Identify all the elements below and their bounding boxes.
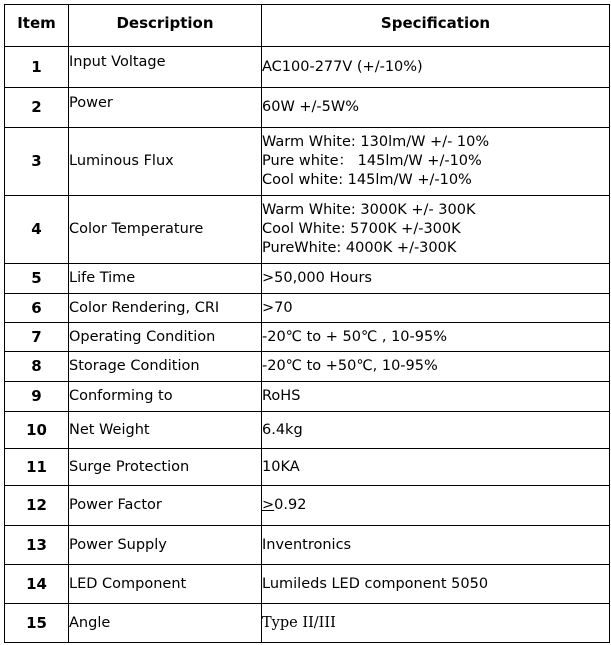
description-cell: Power (69, 88, 262, 128)
power-factor-value: 0.92 (274, 497, 307, 513)
item-number: 14 (5, 565, 69, 604)
spec-line: >70 (262, 299, 293, 316)
table-row (5, 352, 610, 382)
item-number: 11 (5, 449, 69, 486)
spec-line: 60W +/-5W% (262, 99, 360, 115)
table-row (5, 486, 610, 526)
spec-line (262, 496, 609, 515)
table-row (5, 128, 610, 196)
specification-cell (262, 526, 610, 565)
specification-cell (262, 88, 610, 128)
header-row (5, 5, 610, 47)
specification-cell (262, 294, 610, 323)
description-cell: Color Rendering, CRI (69, 294, 262, 323)
specification-cell (262, 412, 610, 449)
table-row (5, 264, 610, 294)
item-number: 3 (5, 128, 69, 196)
spec-line: -20℃ to +50℃, 10-95% (262, 358, 438, 374)
item-number: 9 (5, 382, 69, 412)
spec-line: Cool white: 145lm/W +/-10% (262, 172, 472, 188)
spec-line: RoHS (262, 388, 301, 404)
spec-line: >50,000 Hours (262, 270, 372, 286)
specification-cell (262, 352, 610, 382)
specification-cell (262, 604, 610, 643)
description-cell: Input Voltage (69, 47, 262, 88)
specification-cell (262, 323, 610, 352)
item-number: 15 (5, 604, 69, 643)
header-description: Description (69, 5, 262, 47)
table-row (5, 323, 610, 352)
item-number: 13 (5, 526, 69, 565)
table-row (5, 526, 610, 565)
specification-cell (262, 264, 610, 294)
specification-cell (262, 128, 610, 196)
description-cell: Net Weight (69, 412, 262, 449)
spec-line: Type II/III (262, 614, 336, 631)
spec-line: Warm White: 3000K +/- 300K (262, 202, 476, 218)
spec-line: Warm White: 130lm/W +/- 10% (262, 134, 490, 150)
header-specification: Specification (262, 5, 610, 47)
description-cell: Surge Protection (69, 449, 262, 486)
specification-cell (262, 382, 610, 412)
spec-line: Lumileds LED component 5050 (262, 575, 489, 592)
specification-cell (262, 196, 610, 264)
specification-cell (262, 486, 610, 526)
item-number: 7 (5, 323, 69, 352)
spec-line: 6.4kg (262, 421, 303, 438)
item-number: 1 (5, 47, 69, 88)
table-row (5, 449, 610, 486)
item-number: 10 (5, 412, 69, 449)
spec-line: -20℃ to + 50℃ , 10-95% (262, 328, 447, 345)
table-row (5, 196, 610, 264)
description-cell: Operating Condition (69, 323, 262, 352)
item-number: 2 (5, 88, 69, 128)
description-cell: Storage Condition (69, 352, 262, 382)
spec-line: Inventronics (262, 536, 352, 553)
item-number: 5 (5, 264, 69, 294)
table-row (5, 382, 610, 412)
description-cell: Conforming to (69, 382, 262, 412)
description-cell: Power Supply (69, 526, 262, 565)
header-item: Item (5, 5, 69, 47)
table-row (5, 412, 610, 449)
item-number: 12 (5, 486, 69, 526)
spec-line: 10KA (262, 458, 300, 475)
item-number: 8 (5, 352, 69, 382)
description-cell: Angle (69, 604, 262, 643)
spec-line: Cool White: 5700K +/-300K (262, 221, 461, 237)
description-cell: Life Time (69, 264, 262, 294)
description-cell: Power Factor (69, 486, 262, 526)
specification-table (4, 4, 610, 643)
table-row (5, 47, 610, 88)
description-cell: Color Temperature (69, 196, 262, 264)
spec-line: PureWhite: 4000K +/-300K (262, 240, 457, 256)
table-row (5, 604, 610, 643)
specification-cell (262, 449, 610, 486)
spec-line: AC100-277V (+/-10%) (262, 58, 423, 75)
specification-cell (262, 565, 610, 604)
description-cell: LED Component (69, 565, 262, 604)
table-row (5, 294, 610, 323)
spec-line: Pure white： 145lm/W +/-10% (262, 153, 482, 169)
table-row (5, 565, 610, 604)
greater-equal-sign: > (262, 497, 275, 513)
table-row (5, 88, 610, 128)
item-number: 4 (5, 196, 69, 264)
description-cell: Luminous Flux (69, 128, 262, 196)
specification-cell (262, 47, 610, 88)
item-number: 6 (5, 294, 69, 323)
